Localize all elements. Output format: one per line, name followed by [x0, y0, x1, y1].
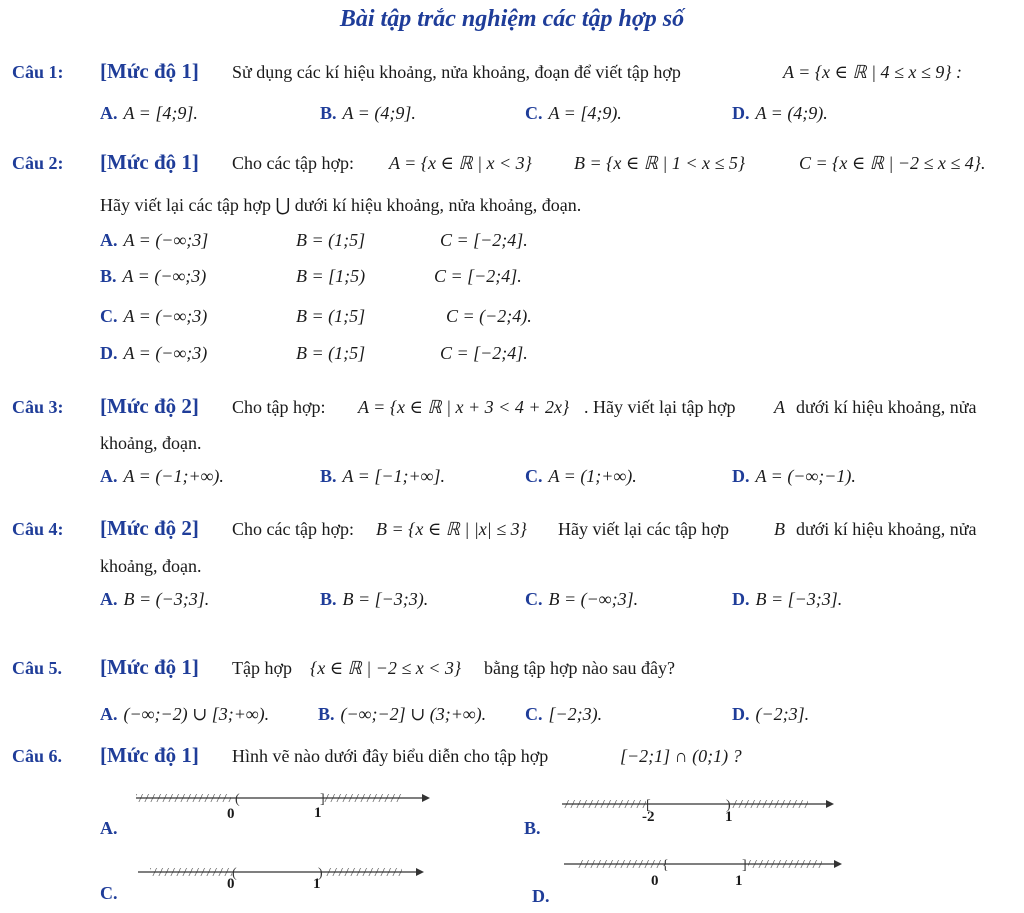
q1-option-d[interactable]: D. A = (4;9).: [732, 103, 828, 123]
q5-math: {x ∈ ℝ | −2 ≤ x < 3}: [310, 658, 462, 678]
q2-set-c: C = {x ∈ ℝ | −2 ≤ x ≤ 4}.: [799, 153, 986, 173]
q1-level: [Mức độ 1]: [100, 59, 199, 83]
q6-label: Câu 6.: [12, 746, 63, 766]
q2-option-d[interactable]: D. A = (−∞;3): [100, 343, 208, 363]
q2-text: Cho các tập hợp:: [232, 153, 354, 173]
q6-option-c-key[interactable]: C.: [100, 883, 118, 903]
q1-label: Câu 1:: [12, 62, 64, 82]
q6-text: Hình vẽ nào dưới đây biểu diễn cho tập hợp: [232, 746, 549, 766]
q2-label: Câu 2:: [12, 153, 64, 173]
q2-line2: Hãy viết lại các tập hợp ⋃ dưới kí hiệu khoảng, nửa khoảng, đoạn.: [100, 195, 582, 215]
svg-text:]: ]: [742, 858, 747, 873]
q2-option-b-c: C = [−2;4].: [434, 266, 522, 286]
q3-text3: dưới kí hiệu khoảng, nửa: [796, 397, 977, 417]
svg-text:(: (: [235, 792, 240, 807]
q2-option-a[interactable]: A. A = (−∞;3]: [100, 230, 209, 250]
q5-option-a[interactable]: A. (−∞;−2) ∪ [3;+∞).: [100, 704, 270, 724]
q2-option-c[interactable]: C. A = (−∞;3): [100, 306, 208, 326]
q2-option-d-c: C = [−2;4].: [440, 343, 528, 363]
q2-option-b[interactable]: B. A = (−∞;3): [100, 266, 207, 286]
svg-text:): ): [726, 798, 731, 813]
q4-line2: khoảng, đoạn.: [100, 556, 202, 576]
svg-text:[: [: [646, 798, 651, 813]
svg-text:(: (: [232, 866, 237, 881]
q1-option-c[interactable]: C. A = [4;9).: [525, 103, 622, 123]
q4-set-name: B: [774, 519, 785, 539]
q2-option-c-c: C = (−2;4).: [446, 306, 532, 326]
q6-option-a-number-line: [134, 786, 434, 836]
q6-math: [−2;1] ∩ (0;1) ?: [620, 746, 742, 766]
q4-level: [Mức độ 2]: [100, 516, 199, 540]
q3-math: A = {x ∈ ℝ | x + 3 < 4 + 2x}: [358, 397, 570, 417]
q2-set-a: A = {x ∈ ℝ | x < 3}: [389, 153, 532, 173]
q3-option-d[interactable]: D. A = (−∞;−1).: [732, 466, 856, 486]
q1-math: A = {x ∈ ℝ | 4 ≤ x ≤ 9} :: [783, 62, 962, 82]
q6-option-d-left-label: 0: [651, 873, 659, 889]
q5-option-b[interactable]: B. (−∞;−2] ∪ (3;+∞).: [318, 704, 487, 724]
q2-option-a-c: C = [−2;4].: [440, 230, 528, 250]
q6-option-b-key[interactable]: B.: [524, 818, 541, 838]
q6-option-c-right-label: 1: [313, 876, 321, 892]
q2-option-a-b: B = (1;5]: [296, 230, 366, 250]
q1-text: Sử dụng các kí hiệu khoảng, nửa khoảng, đoạn để viết tập hợp: [232, 62, 681, 82]
q6-option-a-left-label: 0: [227, 806, 235, 822]
svg-text:]: ]: [320, 792, 325, 807]
q6-option-d-right-label: 1: [735, 873, 743, 889]
q6-option-d-number-line: [562, 852, 852, 882]
q6-option-d-key[interactable]: D.: [532, 886, 550, 906]
q6-option-a-key[interactable]: A.: [100, 818, 118, 838]
q6-option-b-left-label: -2: [642, 809, 655, 825]
q3-option-b[interactable]: B. A = [−1;+∞].: [320, 466, 445, 486]
q3-level: [Mức độ 2]: [100, 394, 199, 418]
q3-text: Cho tập hợp:: [232, 397, 326, 417]
q3-line2: khoảng, đoạn.: [100, 433, 202, 453]
q1-option-b[interactable]: B. A = (4;9].: [320, 103, 416, 123]
page-title: Bài tập trắc nghiệm các tập hợp số: [339, 6, 685, 32]
q2-option-d-b: B = (1;5]: [296, 343, 366, 363]
q4-math: B = {x ∈ ℝ | |x| ≤ 3}: [376, 519, 527, 539]
q4-text3: dưới kí hiệu khoảng, nửa: [796, 519, 977, 539]
q3-option-a[interactable]: A. A = (−1;+∞).: [100, 466, 224, 486]
q4-option-d[interactable]: D. B = [−3;3].: [732, 589, 843, 609]
q5-option-d[interactable]: D. (−2;3].: [732, 704, 810, 724]
q5-level: [Mức độ 1]: [100, 655, 199, 679]
q5-text2: bằng tập hợp nào sau đây?: [484, 658, 675, 678]
q6-level: [Mức độ 1]: [100, 743, 199, 767]
q3-label: Câu 3:: [12, 397, 64, 417]
q3-text2: . Hãy viết lại tập hợp: [584, 397, 736, 417]
q4-text: Cho các tập hợp:: [232, 519, 354, 539]
q4-text2: Hãy viết lại các tập hợp: [558, 519, 729, 539]
q4-option-b[interactable]: B. B = [−3;3).: [320, 589, 429, 609]
q1-option-a[interactable]: A. A = [4;9].: [100, 103, 198, 123]
q5-option-c[interactable]: C. [−2;3).: [525, 704, 603, 724]
q2-level: [Mức độ 1]: [100, 150, 199, 174]
q6-option-c-number-line: [136, 860, 436, 890]
q6-option-c-left-label: 0: [227, 876, 235, 892]
q3-set-name: A: [774, 397, 785, 417]
q6-option-b-number-line: [560, 792, 840, 832]
q2-option-c-b: B = (1;5]: [296, 306, 366, 326]
q6-option-a-right-label: 1: [314, 805, 322, 821]
q4-label: Câu 4:: [12, 519, 64, 539]
svg-text:): ): [318, 866, 323, 881]
q5-label: Câu 5.: [12, 658, 63, 678]
q4-option-c[interactable]: C. B = (−∞;3].: [525, 589, 639, 609]
q6-option-b-right-label: 1: [725, 809, 733, 825]
svg-text:{: {: [662, 858, 669, 873]
q4-option-a[interactable]: A. B = (−3;3].: [100, 589, 210, 609]
q5-text: Tập hợp: [232, 658, 293, 678]
q3-option-c[interactable]: C. A = (1;+∞).: [525, 466, 637, 486]
q2-option-b-b: B = [1;5): [296, 266, 366, 286]
q2-set-b: B = {x ∈ ℝ | 1 < x ≤ 5}: [574, 153, 746, 173]
